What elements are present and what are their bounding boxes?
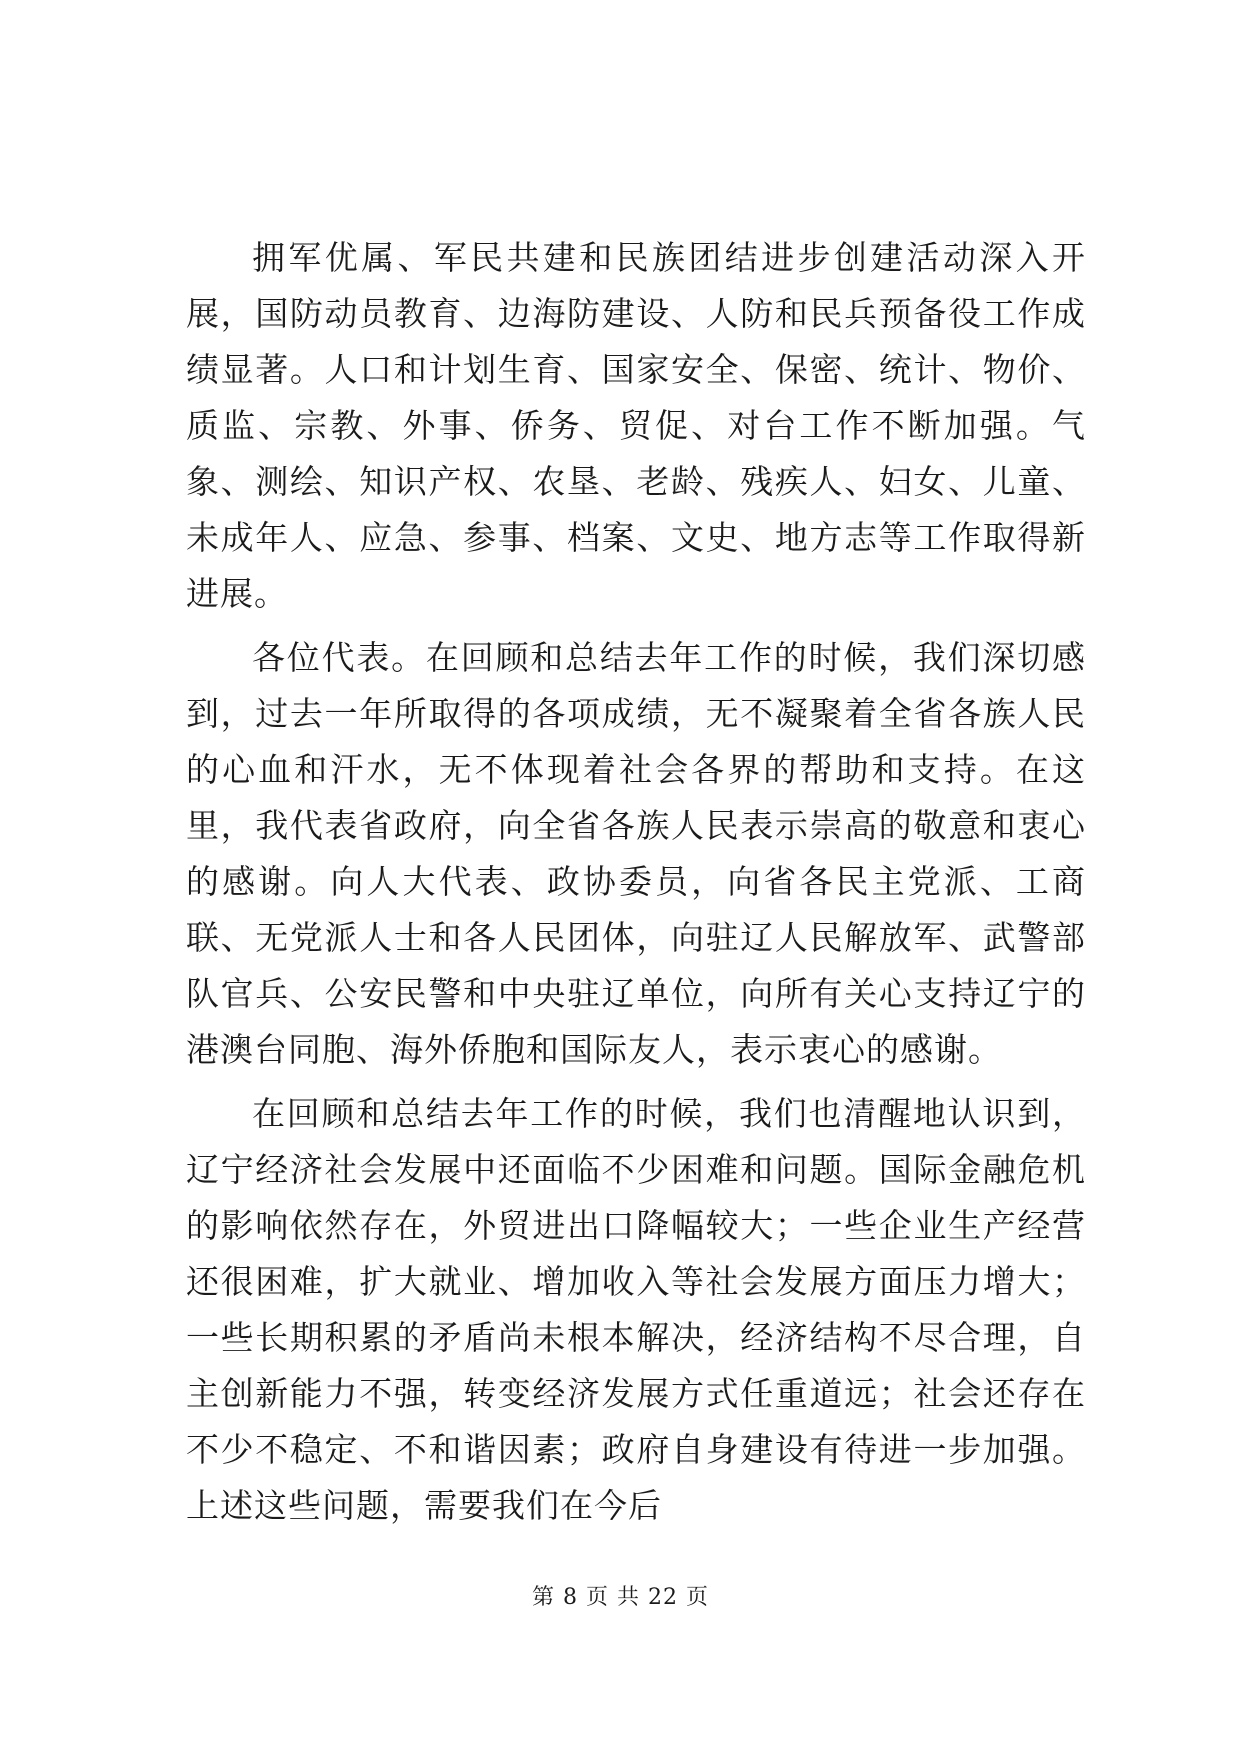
paragraph-1: 拥军优属、军民共建和民族团结进步创建活动深入开展，国防动员教育、边海防建设、人防和民兵预备役工作成绩显著。人口和计划生育、国家安全、保密、统计、物价、质监、宗教、外事、侨务、贸促、对台工作不断加强。气象、测绘、知识产权、农垦、老龄、残疾人、妇女、儿童、未成年人、应急、参事、档案、文史、地方志等工作取得新进展。 — [186, 238, 1086, 613]
paragraph-3: 在回顾和总结去年工作的时候，我们也清醒地认识到，辽宁经济社会发展中还面临不少困难和问题。国际金融危机的影响依然存在，外贸进出口降幅较大；一些企业生产经营还很困难，扩大就业、增加收入等社会发展方面压力增大；一些长期积累的矛盾尚未根本解决，经济结构不尽合理，自主创新能力不强，转变经济发展方式任重道远；社会还存在不少不稳定、不和谐因素；政府自身建设有待进一步加强。上述这些问题，需要我们在今后 — [186, 1094, 1086, 1525]
page-number-footer: 第 8 页 共 22 页 — [532, 1585, 709, 1610]
document-body — [186, 230, 1086, 1542]
paragraph-2: 各位代表。在回顾和总结去年工作的时候，我们深切感到，过去一年所取得的各项成绩，无不凝聚着全省各族人民的心血和汗水，无不体现着社会各界的帮助和支持。在这里，我代表省政府，向全省各族人民表示崇高的敬意和衷心的感谢。向人大代表、政协委员，向省各民主党派、工商联、无党派人士和各人民团体，向驻辽人民解放军、武警部队官兵、公安民警和中央驻辽单位，向所有关心支持辽宁的港澳台同胞、海外侨胞和国际友人，表示衷心的感谢。 — [186, 638, 1086, 1069]
